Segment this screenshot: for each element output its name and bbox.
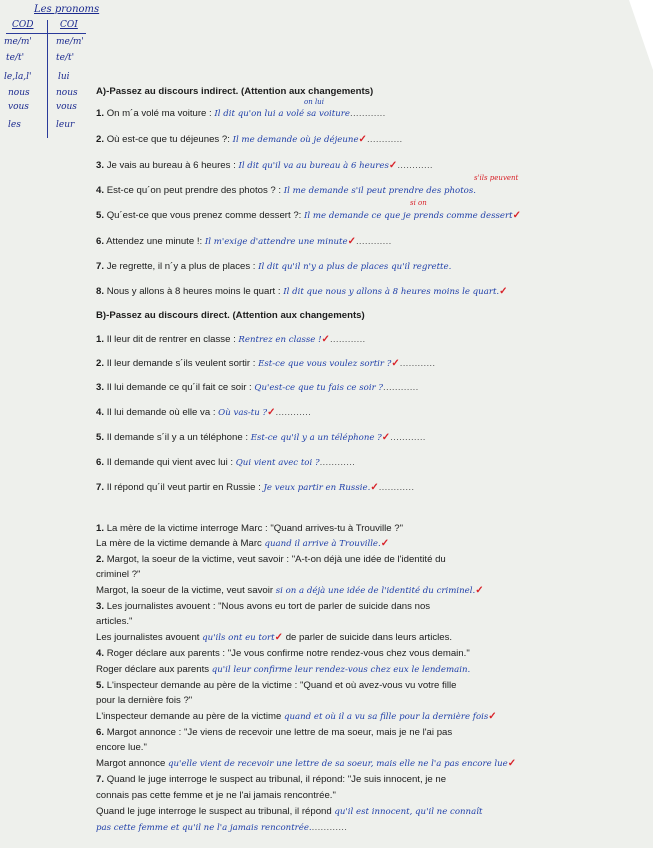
exercise-c-1-question (96, 523, 403, 534)
answer-dots: ............ (350, 108, 386, 119)
question-text: Qu´est-ce que vous prenez comme dessert ?: (106, 210, 302, 221)
handwritten-answer: quand il arrive à Trouville. (264, 539, 381, 549)
check-mark: ✓ (499, 286, 508, 297)
answer-lead: Margot, la soeur de la victime, veut savoir (96, 585, 274, 596)
handwritten-answer: qu'elle vient de recevoir une lettre de sa soeur, mais elle ne l'a pas encore lue (168, 759, 508, 769)
handwritten-answer: qu'il est innocent, qu'il ne connaît (334, 807, 483, 817)
exercise-b-1 (96, 334, 366, 345)
pronoun-coi: te/t' (56, 53, 75, 63)
question-text: Il répond qu´il veut partir en Russie : (106, 482, 261, 493)
check-mark: ✓ (358, 134, 367, 145)
item-number: 3. (96, 382, 105, 393)
question-text: articles." (96, 616, 133, 627)
pronoun-coi: me/m' (56, 37, 84, 47)
answer-dots: ............ (399, 358, 436, 369)
exercise-c-3-question (96, 601, 430, 612)
item-number: 4. (96, 407, 105, 418)
exercise-c-6-question-cont (96, 742, 147, 753)
exercise-b-3 (96, 382, 419, 393)
exercise-b-6 (96, 457, 355, 468)
answer-dots: ............ (311, 822, 348, 833)
question-text: Il leur demande s´ils veulent sortir : (106, 358, 256, 369)
exercise-b-2 (96, 358, 435, 369)
item-number: 7. (96, 261, 105, 272)
exercise-a-2 (96, 134, 403, 145)
item-number: 6. (96, 236, 105, 247)
exercise-a-5 (96, 210, 521, 221)
handwritten-answer: Il dit qu'il n'y a plus de places qu'il regrette. (258, 262, 452, 272)
exercise-a-8 (96, 286, 508, 297)
answer-dots: ............ (383, 382, 419, 393)
question-text: Où est-ce que tu déjeunes ?: (106, 134, 230, 145)
folded-corner (629, 0, 653, 70)
item-number: 6. (96, 457, 105, 468)
question-text: Il lui demande ce qu´il fait ce soir : (106, 382, 252, 393)
answer-lead: Margot annonce (96, 758, 166, 769)
exercise-c-7-question-cont (96, 790, 336, 801)
handwritten-answer: Rentrez en classe ! (238, 335, 322, 345)
handwritten-answer: Il dit qu'on lui a volé sa voiture (214, 109, 350, 119)
item-number: 4. (96, 185, 105, 196)
check-mark: ✓ (475, 585, 484, 596)
answer-dots: ............ (390, 432, 426, 443)
item-number: 8. (96, 286, 105, 297)
question-text: Nous y allons à 8 heures moins le quart : (106, 286, 281, 297)
check-mark: ✓ (388, 160, 398, 171)
question-text: Est-ce qu´on peut prendre des photos ? : (106, 185, 282, 196)
pronoun-cod: le,la,l' (4, 72, 32, 82)
pronoun-coi: nous (56, 88, 78, 98)
answer-dots: ............ (397, 160, 433, 171)
handwritten-answer: Il m'exige d'attendre une minute (204, 237, 348, 247)
question-text: Attendez une minute !: (106, 236, 203, 247)
question-text: Roger déclare aux parents : "Je vous confirme notre rendez-vous chez vous demain." (106, 648, 470, 659)
exercise-c-3-question-cont (96, 616, 132, 627)
handwritten-answer: Est-ce que vous voulez sortir ? (258, 359, 392, 369)
pronoun-cod: vous (8, 102, 29, 112)
answer-lead: Roger déclare aux parents (96, 664, 210, 675)
check-mark: ✓ (391, 358, 400, 369)
question-text: Il lui demande où elle va : (106, 407, 216, 418)
exercise-b-5 (96, 432, 426, 443)
exercise-a-1 (96, 108, 386, 119)
exercise-b-7 (96, 482, 414, 493)
pronoun-cod: te/t' (6, 53, 25, 63)
exercise-c-5-answer (96, 711, 497, 722)
part-b-title: B)-Passez au discours direct. (Attention aux changements) (96, 310, 365, 321)
check-mark: ✓ (321, 334, 330, 345)
answer-tail: de parler de suicide dans leurs articles. (285, 632, 453, 643)
item-number: 5. (96, 210, 105, 221)
item-number: 1. (96, 523, 105, 534)
handwritten-answer: si on a déjà une idée de l'identité du criminel. (275, 586, 476, 596)
item-number: 3. (96, 601, 105, 612)
question-text: Il demande s´il y a un téléphone : (106, 432, 249, 443)
handwritten-answer: Est-ce qu'il y a un téléphone ? (250, 433, 382, 443)
question-text: connais pas cette femme et je ne l'ai jamais rencontrée." (96, 790, 336, 801)
pronouns-title: Les pronoms (34, 4, 100, 15)
handwritten-answer: Il me demande s'il peut prendre des photos. (283, 186, 476, 196)
exercise-b-4 (96, 407, 311, 418)
answer-lead: La mère de la victime demande à Marc (96, 538, 262, 549)
answer-dots: ............ (329, 334, 366, 345)
check-mark: ✓ (488, 711, 497, 722)
pronoun-cod: me/m' (4, 37, 32, 47)
item-number: 5. (96, 680, 105, 691)
question-text: La mère de la victime interroge Marc : "Quand arrives-tu à Trouville ?" (106, 523, 404, 534)
item-number: 7. (96, 774, 105, 785)
exercise-c-7-answer-cont (96, 822, 347, 833)
question-text: Margot annonce : "Je viens de recevoir une lettre de ma soeur, mais je ne l'ai pas (106, 727, 453, 738)
item-number: 2. (96, 358, 105, 369)
item-number: 2. (96, 134, 105, 145)
handwritten-answer: Qui vient avec toi ? (235, 458, 320, 468)
exercise-c-1-answer (96, 538, 389, 549)
exercise-a-7 (96, 261, 451, 272)
pronoun-coi-header: COI (60, 20, 78, 30)
pronoun-cod: les (8, 120, 21, 130)
check-mark: ✓ (347, 236, 356, 247)
answer-lead: Quand le juge interroge le suspect au tribunal, il répond (96, 806, 332, 817)
answer-dots: ............ (355, 236, 392, 247)
handwritten-answer: qu'ils ont eu tort (202, 633, 275, 643)
item-number: 6. (96, 727, 105, 738)
exercise-c-5-question-cont (96, 695, 192, 706)
question-text: pour la dernière fois ?" (96, 695, 193, 706)
exercise-c-4-question (96, 648, 470, 659)
exercise-c-5-question (96, 680, 456, 691)
exercise-a-4 (96, 185, 476, 196)
question-text: criminel ?" (96, 569, 141, 580)
pronoun-coi: vous (56, 102, 77, 112)
exercise-c-6-question (96, 727, 452, 738)
pronoun-coi: leur (56, 120, 75, 130)
item-number: 1. (96, 108, 105, 119)
handwritten-answer: quand et où il a vu sa fille pour la dernière fois (283, 712, 489, 722)
answer-lead: Les journalistes avouent (96, 632, 200, 643)
correction-note: s'ils peuvent (474, 174, 519, 182)
exercise-c-3-answer (96, 632, 452, 643)
exercise-c-2-question-cont (96, 569, 140, 580)
answer-lead: L'inspecteur demande au père de la victime (96, 711, 282, 722)
pronoun-table-divider (47, 20, 48, 138)
exercise-a-6 (96, 236, 392, 247)
handwritten-answer: qu'il leur confirme leur rendez-vous chez eux le lendemain. (211, 665, 471, 675)
exercise-c-7-question (96, 774, 446, 785)
question-text: Les journalistes avouent : "Nous avons eu tort de parler de suicide dans nos (106, 601, 431, 612)
pronoun-table-header-line (6, 33, 86, 34)
answer-dots: ............ (378, 482, 415, 493)
question-text: L'inspecteur demande au père de la victime : "Quand et où avez-vous vu votre fille (106, 680, 457, 691)
handwritten-answer: Il dit qu'il va au bureau à 6 heures (238, 161, 389, 171)
exercise-c-4-answer (96, 664, 470, 675)
item-number: 1. (96, 334, 105, 345)
question-text: Margot, la soeur de la victime, veut savoir : "A-t-on déjà une idée de l'identité du (106, 554, 446, 565)
handwritten-answer: Il me demande ce que je prends comme dessert (304, 211, 513, 221)
question-text: Il demande qui vient avec lui : (106, 457, 234, 468)
question-text: Il leur dit de rentrer en classe : (106, 334, 236, 345)
question-text: Quand le juge interroge le suspect au tribunal, il répond: "Je suis innocent, je ne (106, 774, 447, 785)
item-number: 7. (96, 482, 105, 493)
question-text: Je vais au bureau à 6 heures : (106, 160, 236, 171)
handwritten-answer: Il me demande où je déjeune (232, 135, 359, 145)
item-number: 2. (96, 554, 105, 565)
answer-dots: ............ (366, 134, 403, 145)
handwritten-answer: Il dit que nous y allons à 8 heures moins le quart. (283, 287, 500, 297)
handwritten-answer: pas cette femme et qu'il ne l'a jamais rencontrée. (96, 823, 312, 833)
check-mark: ✓ (370, 482, 379, 493)
check-mark: ✓ (380, 538, 390, 549)
question-text: Je regrette, il n´y a plus de places : (106, 261, 256, 272)
correction-note: si on (410, 199, 427, 207)
answer-dots: ............ (319, 457, 356, 468)
exercise-c-7-answer (96, 806, 482, 817)
exercise-a-3 (96, 160, 433, 171)
item-number: 4. (96, 648, 105, 659)
correction-note: on lui (304, 98, 324, 106)
pronoun-cod: nous (8, 88, 30, 98)
exercise-c-6-answer (96, 758, 516, 769)
question-text: encore lue." (96, 742, 147, 753)
pronoun-coi: lui (58, 72, 70, 82)
part-a-title: A)-Passez au discours indirect. (Attention aux changements) (96, 86, 374, 97)
item-number: 5. (96, 432, 105, 443)
pronoun-cod-header: COD (12, 20, 34, 30)
item-number: 3. (96, 160, 105, 171)
exercise-c-2-answer (96, 585, 484, 596)
handwritten-answer: Où vas-tu ? (218, 408, 268, 418)
exercise-c-2-question (96, 554, 446, 565)
check-mark: ✓ (267, 407, 276, 418)
check-mark: ✓ (507, 758, 517, 769)
question-text: On m´a volé ma voiture : (106, 108, 212, 119)
check-mark: ✓ (381, 432, 391, 443)
check-mark: ✓ (512, 210, 521, 221)
handwritten-answer: Qu'est-ce que tu fais ce soir ? (254, 383, 384, 393)
answer-dots: ............ (275, 407, 312, 418)
handwritten-answer: Je veux partir en Russie. (263, 483, 371, 493)
check-mark: ✓ (274, 632, 284, 643)
